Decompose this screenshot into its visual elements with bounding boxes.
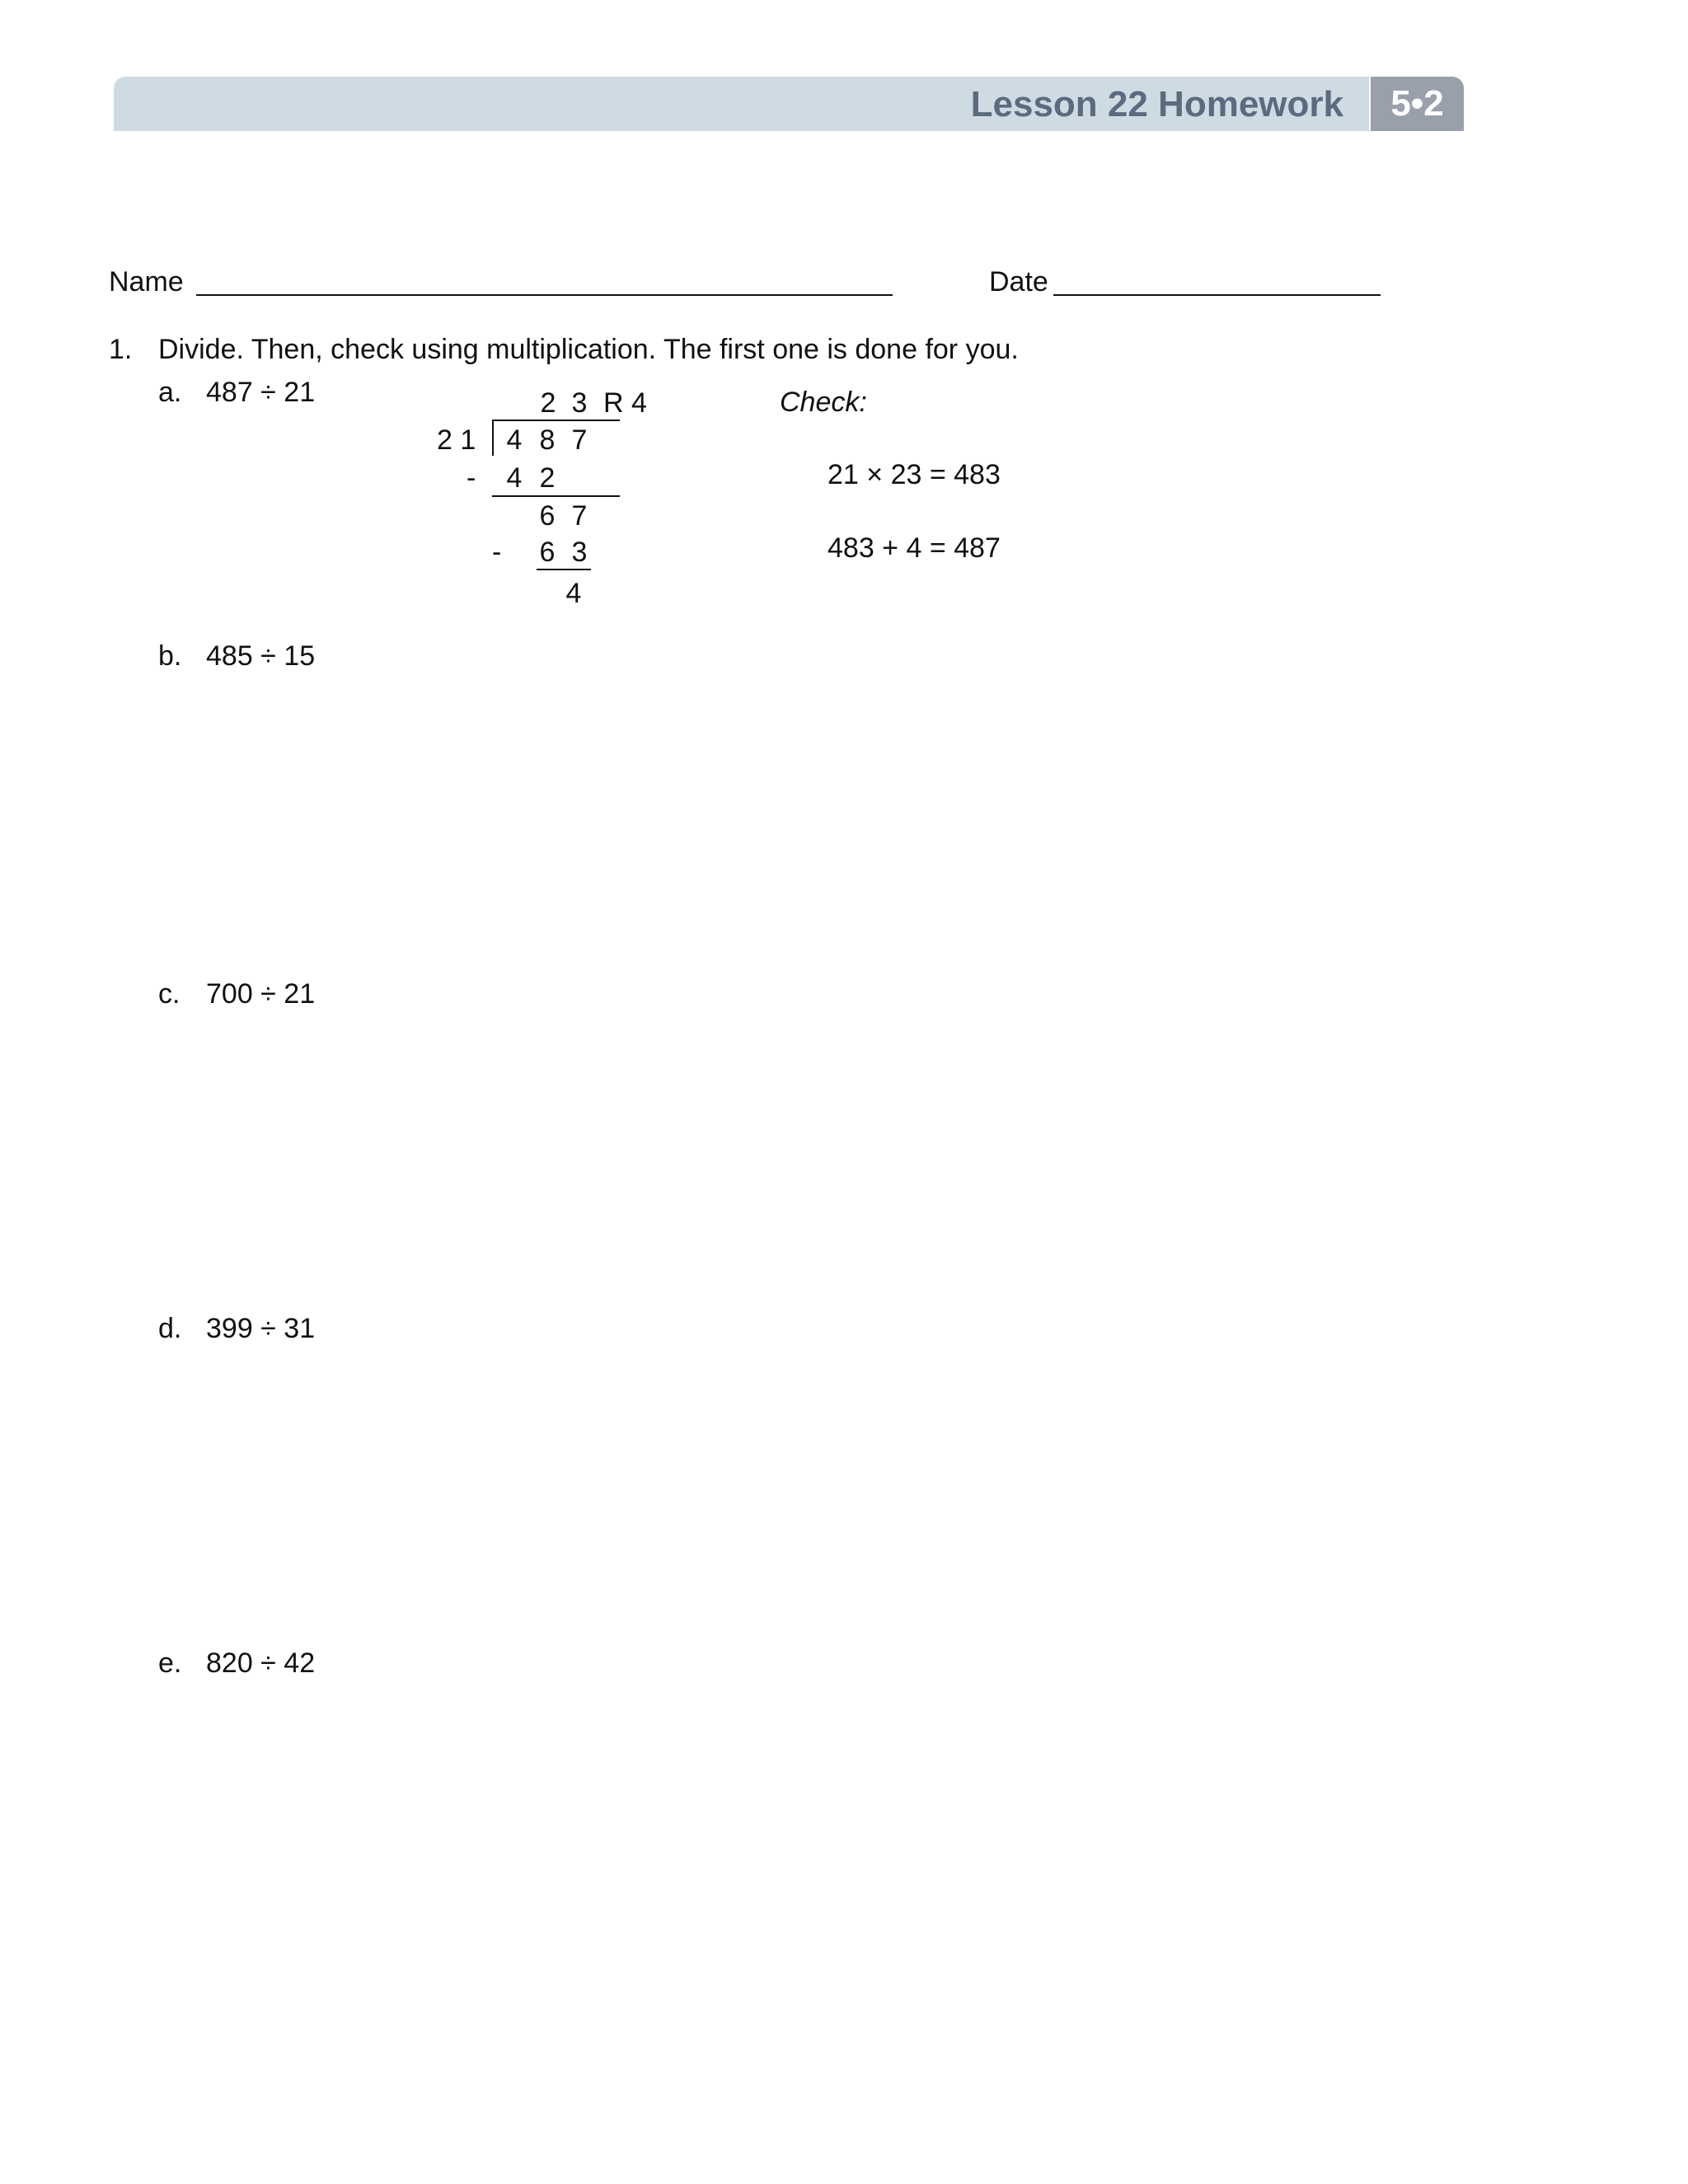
part-e-work-area[interactable] [206, 1688, 1360, 2018]
part-a-expression: 487 ÷ 21 [206, 377, 316, 408]
name-label: Name [109, 266, 184, 298]
subtract-underline [537, 536, 591, 570]
name-field-line[interactable] [196, 294, 893, 296]
subtract-digit: 3 [571, 537, 588, 568]
part-b-expression: 485 ÷ 15 [206, 640, 316, 672]
divisor: 2 1 [437, 424, 476, 456]
problem-instructions: Divide. Then, check using multiplication. The first one is done for you. [158, 334, 1019, 365]
date-label: Date [989, 266, 1048, 298]
subtract-digit: 2 [539, 462, 556, 494]
date-field-line[interactable] [1053, 294, 1381, 296]
part-e-letter: e. [158, 1647, 182, 1679]
subtract-sign: - [492, 537, 502, 568]
dividend-digit: 8 [539, 424, 556, 456]
difference-digit: 7 [571, 500, 588, 532]
check-line-2: 483 + 4 = 487 [828, 532, 1001, 564]
subtract-sign: - [467, 462, 476, 494]
check-line-1: 21 × 23 = 483 [828, 459, 1001, 490]
part-c-expression: 700 ÷ 21 [206, 978, 316, 1010]
part-c-letter: c. [158, 978, 181, 1010]
part-d-expression: 399 ÷ 31 [206, 1313, 316, 1344]
problem-number: 1. [109, 334, 133, 365]
division-bar [492, 419, 620, 421]
check-label: Check: [780, 387, 867, 418]
part-c-work-area[interactable] [206, 1019, 1360, 1282]
quotient-digit: 3 [571, 387, 588, 419]
subtract-digit: 6 [539, 537, 556, 568]
part-e-expression: 820 ÷ 42 [206, 1647, 316, 1679]
difference-digit: 6 [539, 500, 556, 532]
quotient-remainder: R 4 [603, 387, 647, 419]
part-d-letter: d. [158, 1313, 182, 1344]
dividend-digit: 4 [506, 424, 523, 456]
lesson-title: Lesson 22 Homework [970, 84, 1343, 124]
dividend-digit: 7 [571, 424, 588, 456]
subtract-digit: 4 [506, 462, 523, 494]
part-a-letter: a. [158, 377, 182, 408]
quotient-digit: 2 [540, 387, 556, 419]
part-b-work-area[interactable] [206, 681, 1360, 944]
part-d-work-area[interactable] [206, 1353, 1360, 1617]
subtraction-line [492, 495, 620, 497]
module-badge: 5•2 [1371, 77, 1464, 131]
division-bracket [492, 419, 494, 456]
part-b-letter: b. [158, 640, 182, 672]
final-remainder: 4 [565, 578, 582, 609]
